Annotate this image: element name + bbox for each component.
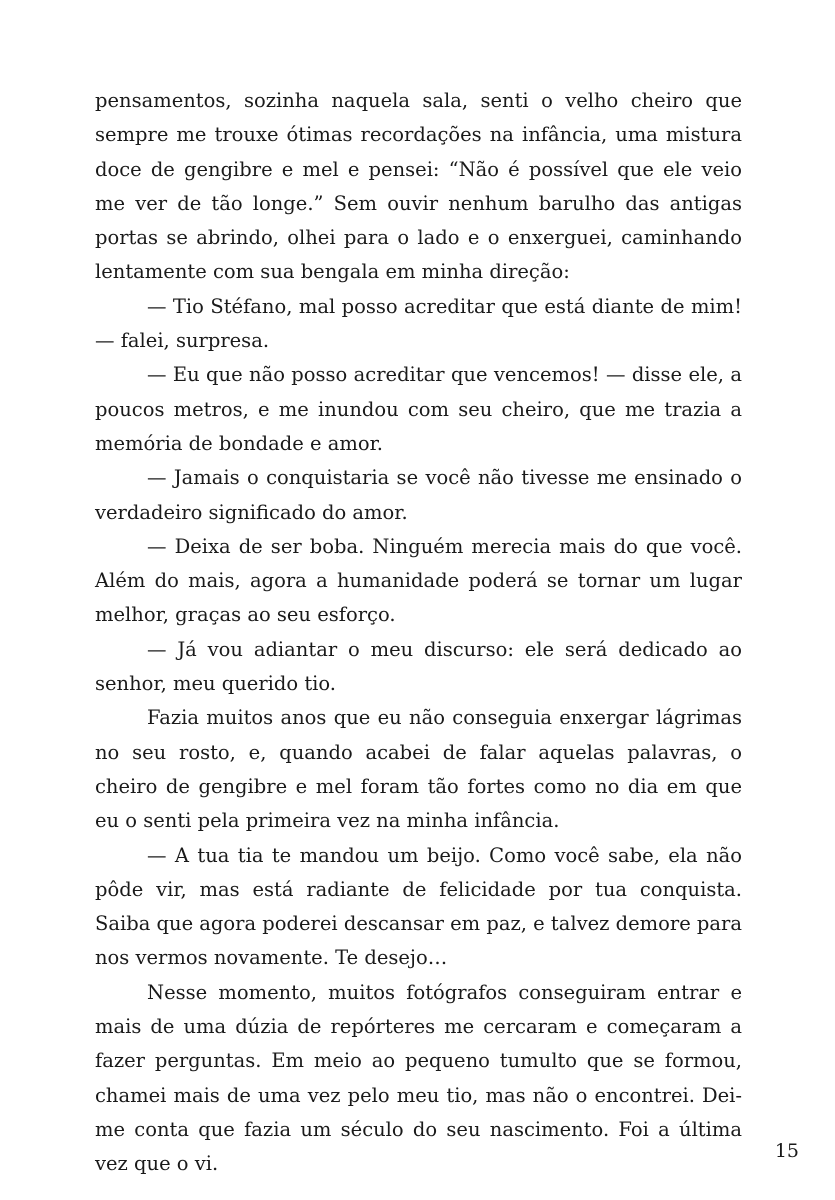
paragraph-2: — Tio Stéfano, mal posso acreditar que está diante de mim! — falei, surpresa. <box>95 294 742 353</box>
paragraph-9: Nesse momento, muitos fotógrafos conseguiram entrar e mais de uma dúzia de repórteres me cercaram e começaram a fazer perguntas. Em meio ao pequeno tumulto que se formou, chamei mais de uma vez pelo meu tio, mas não o encontrei. Dei-me conta que fazia um século do seu nascimento. Foi a última vez que o vi. <box>95 980 742 1176</box>
paragraph-8: — A tua tia te mandou um beijo. Como você sabe, ela não pôde vir, mas está radiante de felicidade por tua conquista. Saiba que agora poderei descansar em paz, e talvez demore para nos vermos novamente. Te desejo… <box>95 843 742 970</box>
page-body <box>95 84 742 1182</box>
paragraph-7: Fazia muitos anos que eu não conseguia enxergar lágrimas no seu rosto, e, quando acabei de falar aquelas palavras, o cheiro de gengibre e mel foram tão fortes como no dia em que eu o senti pela primeira vez na minha infância. <box>95 706 742 833</box>
page-number: 15 <box>774 1140 799 1162</box>
paragraph-1: pensamentos, sozinha naquela sala, senti o velho cheiro que sempre me trouxe ótimas recordações na infância, uma mistura doce de gengibre e mel e pensei: “Não é possível que ele veio me ver de tão longe.” Sem ouvir nenhum barulho das antigas portas se abrindo, olhei para o lado e o enxerguei, caminhando lentamente com sua bengala em minha direção: <box>95 89 742 284</box>
paragraph-3: — Eu que não posso acreditar que vencemos! — disse ele, a poucos metros, e me inundou com seu cheiro, que me trazia a memória de bondade e amor. <box>95 363 742 455</box>
paragraph-5: — Deixa de ser boba. Ninguém merecia mais do que você. Além do mais, agora a humanidade poderá se tornar um lugar melhor, graças ao seu esforço. <box>95 534 742 627</box>
paragraph-4: — Jamais o conquistaria se você não tivesse me ensinado o verdadeiro significado do amor. <box>95 466 742 524</box>
paragraph-6: — Já vou adiantar o meu discurso: ele será dedicado ao senhor, meu querido tio. <box>95 637 742 696</box>
